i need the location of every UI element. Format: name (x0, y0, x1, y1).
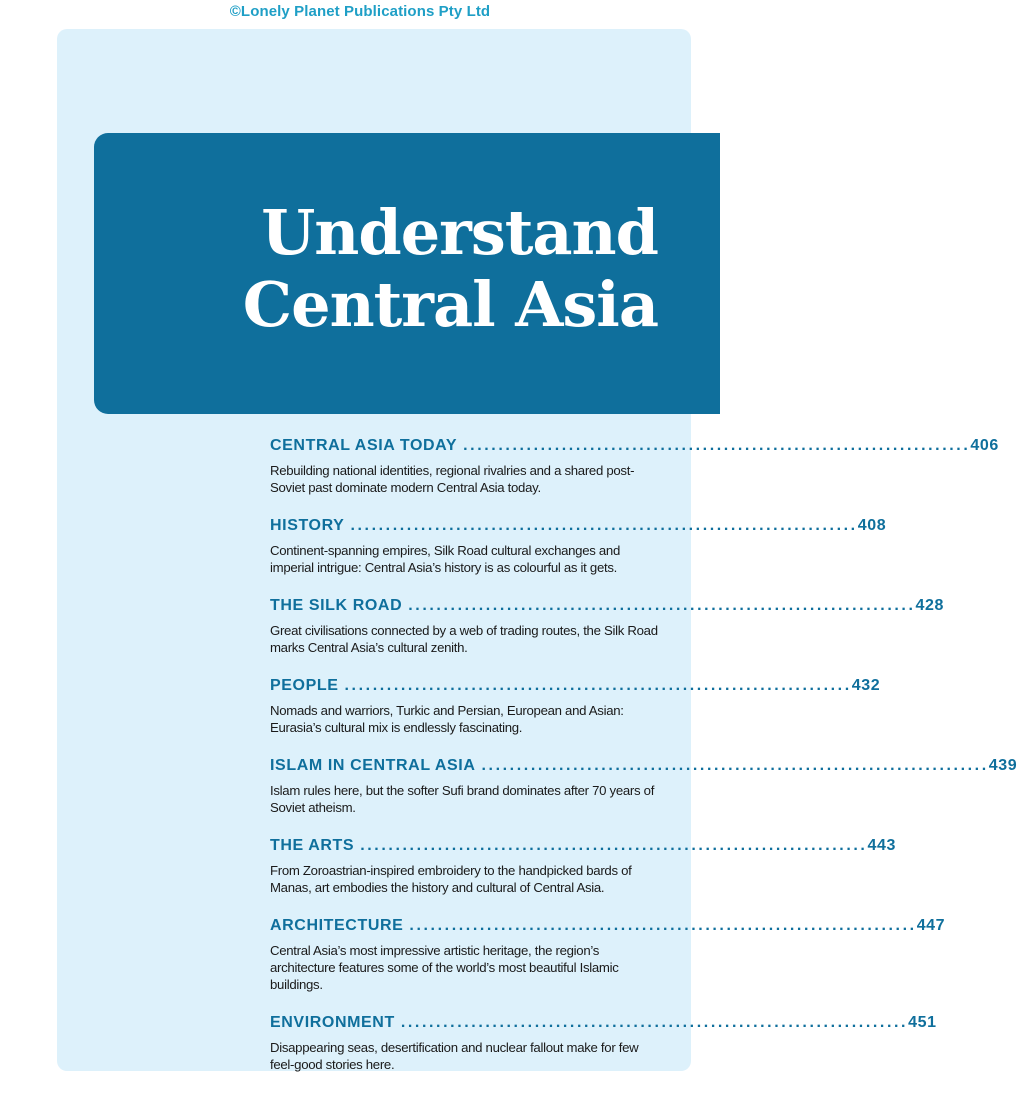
toc-entry-description: Disappearing seas, desertification and nuclear fallout make for few feel-good stories here. (270, 1040, 639, 1072)
toc-entry-title[interactable]: HISTORY (270, 517, 345, 534)
toc-entry-description: Central Asia’s most impressive artistic heritage, the region’s architecture features some of the world’s most beautiful Islamic buildings. (270, 943, 619, 992)
toc-entry[interactable] (270, 1014, 937, 1073)
toc-dot-leader: ........................................................................ (350, 517, 858, 534)
toc-dot-leader: ........................................................................ (408, 597, 916, 614)
toc-page-number[interactable]: 451 (908, 1014, 937, 1031)
title-line-2: Central Asia (242, 268, 658, 341)
title-banner (94, 133, 720, 414)
toc-entry[interactable] (270, 917, 946, 993)
toc-entry[interactable] (270, 437, 999, 496)
toc-entry-title[interactable]: ENVIRONMENT (270, 1014, 395, 1031)
toc-page-number[interactable]: 439 (988, 757, 1017, 774)
toc-dot-leader: ........................................................................ (409, 917, 917, 934)
toc-dot-leader: ........................................................................ (400, 1014, 909, 1031)
toc-entry[interactable] (270, 837, 896, 896)
toc-entry-description: Nomads and warriors, Turkic and Persian, European and Asian: Eurasia’s cultural mix is endlessly fascinating. (270, 703, 624, 735)
toc-page-number[interactable]: 408 (857, 517, 887, 534)
toc-entry[interactable] (270, 677, 881, 736)
toc-entry-title[interactable]: CENTRAL ASIA TODAY (270, 437, 458, 454)
toc-entry[interactable] (270, 517, 887, 576)
toc-entry-description: Great civilisations connected by a web of trading routes, the Silk Road marks Central Asia’s cultural zenith. (270, 623, 658, 655)
toc-entry-description: From Zoroastrian-inspired embroidery to the handpicked bards of Manas, art embodies the history and cultural of Central Asia. (270, 863, 632, 895)
toc-page-number[interactable]: 447 (916, 917, 946, 934)
toc-entry[interactable] (270, 597, 945, 656)
title-line-1: Understand (261, 196, 658, 269)
toc-dot-leader: ........................................................................ (344, 677, 852, 694)
toc-entry-title[interactable]: ARCHITECTURE (270, 917, 404, 934)
toc-entry-title[interactable]: THE SILK ROAD (270, 597, 403, 614)
toc-page-number[interactable]: 428 (915, 597, 945, 614)
toc-entry-description: Rebuilding national identities, regional rivalries and a shared post-Soviet past dominate modern Central Asia today. (270, 463, 635, 495)
copyright-notice: ©Lonely Planet Publications Pty Ltd (229, 3, 491, 20)
toc-dot-leader: ........................................................................ (481, 757, 989, 774)
table-of-contents (270, 437, 1017, 1094)
toc-entry-description: Continent-spanning empires, Silk Road cultural exchanges and imperial intrigue: Central Asia’s history is as colourful as it gets. (270, 543, 621, 575)
toc-page-number[interactable]: 432 (851, 677, 881, 694)
toc-entry-title[interactable]: THE ARTS (270, 837, 355, 854)
toc-dot-leader: ........................................................................ (463, 437, 971, 454)
toc-page-number[interactable]: 443 (867, 837, 896, 854)
toc-entry[interactable] (270, 757, 1017, 816)
toc-page-number[interactable]: 406 (970, 437, 999, 454)
toc-entry-title[interactable]: ISLAM IN CENTRAL ASIA (270, 757, 476, 774)
toc-entry-title[interactable]: PEOPLE (270, 677, 339, 694)
toc-dot-leader: ........................................................................ (360, 837, 868, 854)
toc-entry-description: Islam rules here, but the softer Sufi brand dominates after 70 years of Soviet atheism. (270, 783, 655, 815)
page-title (243, 197, 658, 341)
